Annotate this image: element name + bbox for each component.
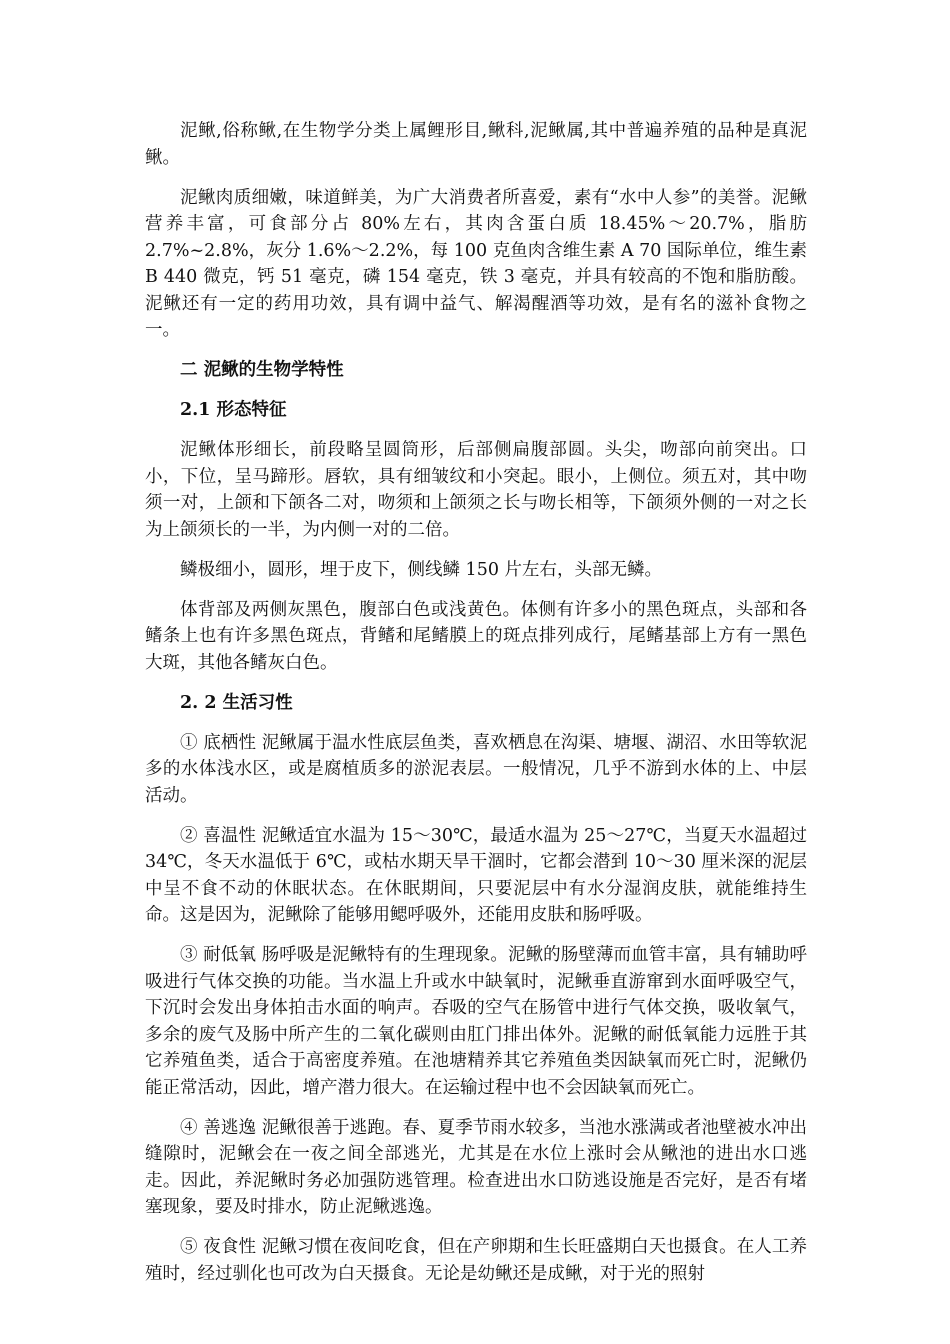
subsection-heading-morphology: 2.1 形态特征 [180,400,287,420]
section-heading-biology: 二 泥鳅的生物学特性 [180,360,344,380]
paragraph-intro-2: 泥鳅肉质细嫩，味道鲜美，为广大消费者所喜爱，素有“水中人参”的美誉。泥鳅营养丰富，可食部分占 80%左右，其肉含蛋白质 18.45%～20.7%，脂肪 2.7%~2.8%，灰分 1.6%～2.2%，每 100 克鱼肉含维生素 A 70 国际单位，维生素 B 440 微克，钙 51 毫克，磷 154 毫克，铁 3 毫克，并具有较高的不饱和脂肪酸。泥鳅还有一定的药用功效，具有调中益气、解渴醒酒等功效，是有名的滋补食物之一。 [145,187,807,340]
paragraph-habit-1: ① 底栖性 泥鳅属于温水性底层鱼类，喜欢栖息在沟渠、塘堰、湖沼、水田等软泥多的水体浅水区，或是腐植质多的淤泥表层。一般情况，几乎不游到水体的上、中层活动。 [145,732,807,806]
paragraph-intro-1: 泥鳅,俗称鳅,在生物学分类上属鲤形目,鳅科,泥鳅属,其中普遍养殖的品种是真泥鳅。 [145,121,807,168]
subsection-heading-habits: 2. 2 生活习性 [180,692,293,713]
paragraph-morphology-2: 鳞极细小，圆形，埋于皮下，侧线鳞 150 片左右，头部无鳞。 [180,559,663,580]
paragraph-habit-5: ⑤ 夜食性 泥鳅习惯在夜间吃食，但在产卵期和生长旺盛期白天也摄食。在人工养殖时，经过驯化也可改为白天摄食。无论是幼鳅还是成鳅，对于光的照射 [145,1237,807,1284]
paragraph-morphology-3: 体背部及两侧灰黑色，腹部白色或浅黄色。体侧有许多小的黑色斑点，头部和各鳍条上也有许多黑色斑点，背鳍和尾鳍膜上的斑点排列成行，尾鳍基部上方有一黑色大斑，其他各鳍灰白色。 [145,599,807,673]
document-page [145,118,807,1287]
paragraph-habit-4: ④ 善逃逸 泥鳅很善于逃跑。春、夏季节雨水较多，当池水涨满或者池壁被水冲出缝隙时，泥鳅会在一夜之间全部逃光，尤其是在水位上涨时会从鳅池的进出水口逃走。因此，养泥鳅时务必加强防逃管理。检查进出水口防逃设施是否完好，是否有堵塞现象，要及时排水，防止泥鳅逃逸。 [145,1117,807,1217]
paragraph-morphology-1: 泥鳅体形细长，前段略呈圆筒形，后部侧扁腹部圆。头尖，吻部向前突出。口小，下位，呈马蹄形。唇软，具有细皱纹和小突起。眼小，上侧位。须五对，其中吻须一对，上颌和下颌各二对，吻须和上颌须之长与吻长相等，下颌须外侧的一对之长为上颌须长的一半，为内侧一对的二倍。 [145,440,807,540]
paragraph-habit-2: ② 喜温性 泥鳅适宜水温为 15～30℃，最适水温为 25～27℃，当夏天水温超过 34℃，冬天水温低于 6℃，或枯水期天旱干涸时，它都会潜到 10～30 厘米深的泥层中呈不食不动的休眠状态。在休眠期间，只要泥层中有水分湿润皮肤，就能维持生命。这是因为，泥鳅除了能够用鳃呼吸外，还能用皮肤和肠呼吸。 [145,825,807,925]
paragraph-habit-3: ③ 耐低氧 肠呼吸是泥鳅特有的生理现象。泥鳅的肠壁薄而血管丰富，具有辅助呼吸进行气体交换的功能。当水温上升或水中缺氧时，泥鳅垂直游窜到水面呼吸空气，下沉时会发出身体拍击水面的响声。吞吸的空气在肠管中进行气体交换，吸收氧气，多余的废气及肠中所产生的二氧化碳则由肛门排出体外。泥鳅的耐低氧能力远胜于其它养殖鱼类，适合于高密度养殖。在池塘精养其它养殖鱼类因缺氧而死亡时，泥鳅仍能正常活动，因此，增产潜力很大。在运输过程中也不会因缺氧而死亡。 [145,945,807,1098]
